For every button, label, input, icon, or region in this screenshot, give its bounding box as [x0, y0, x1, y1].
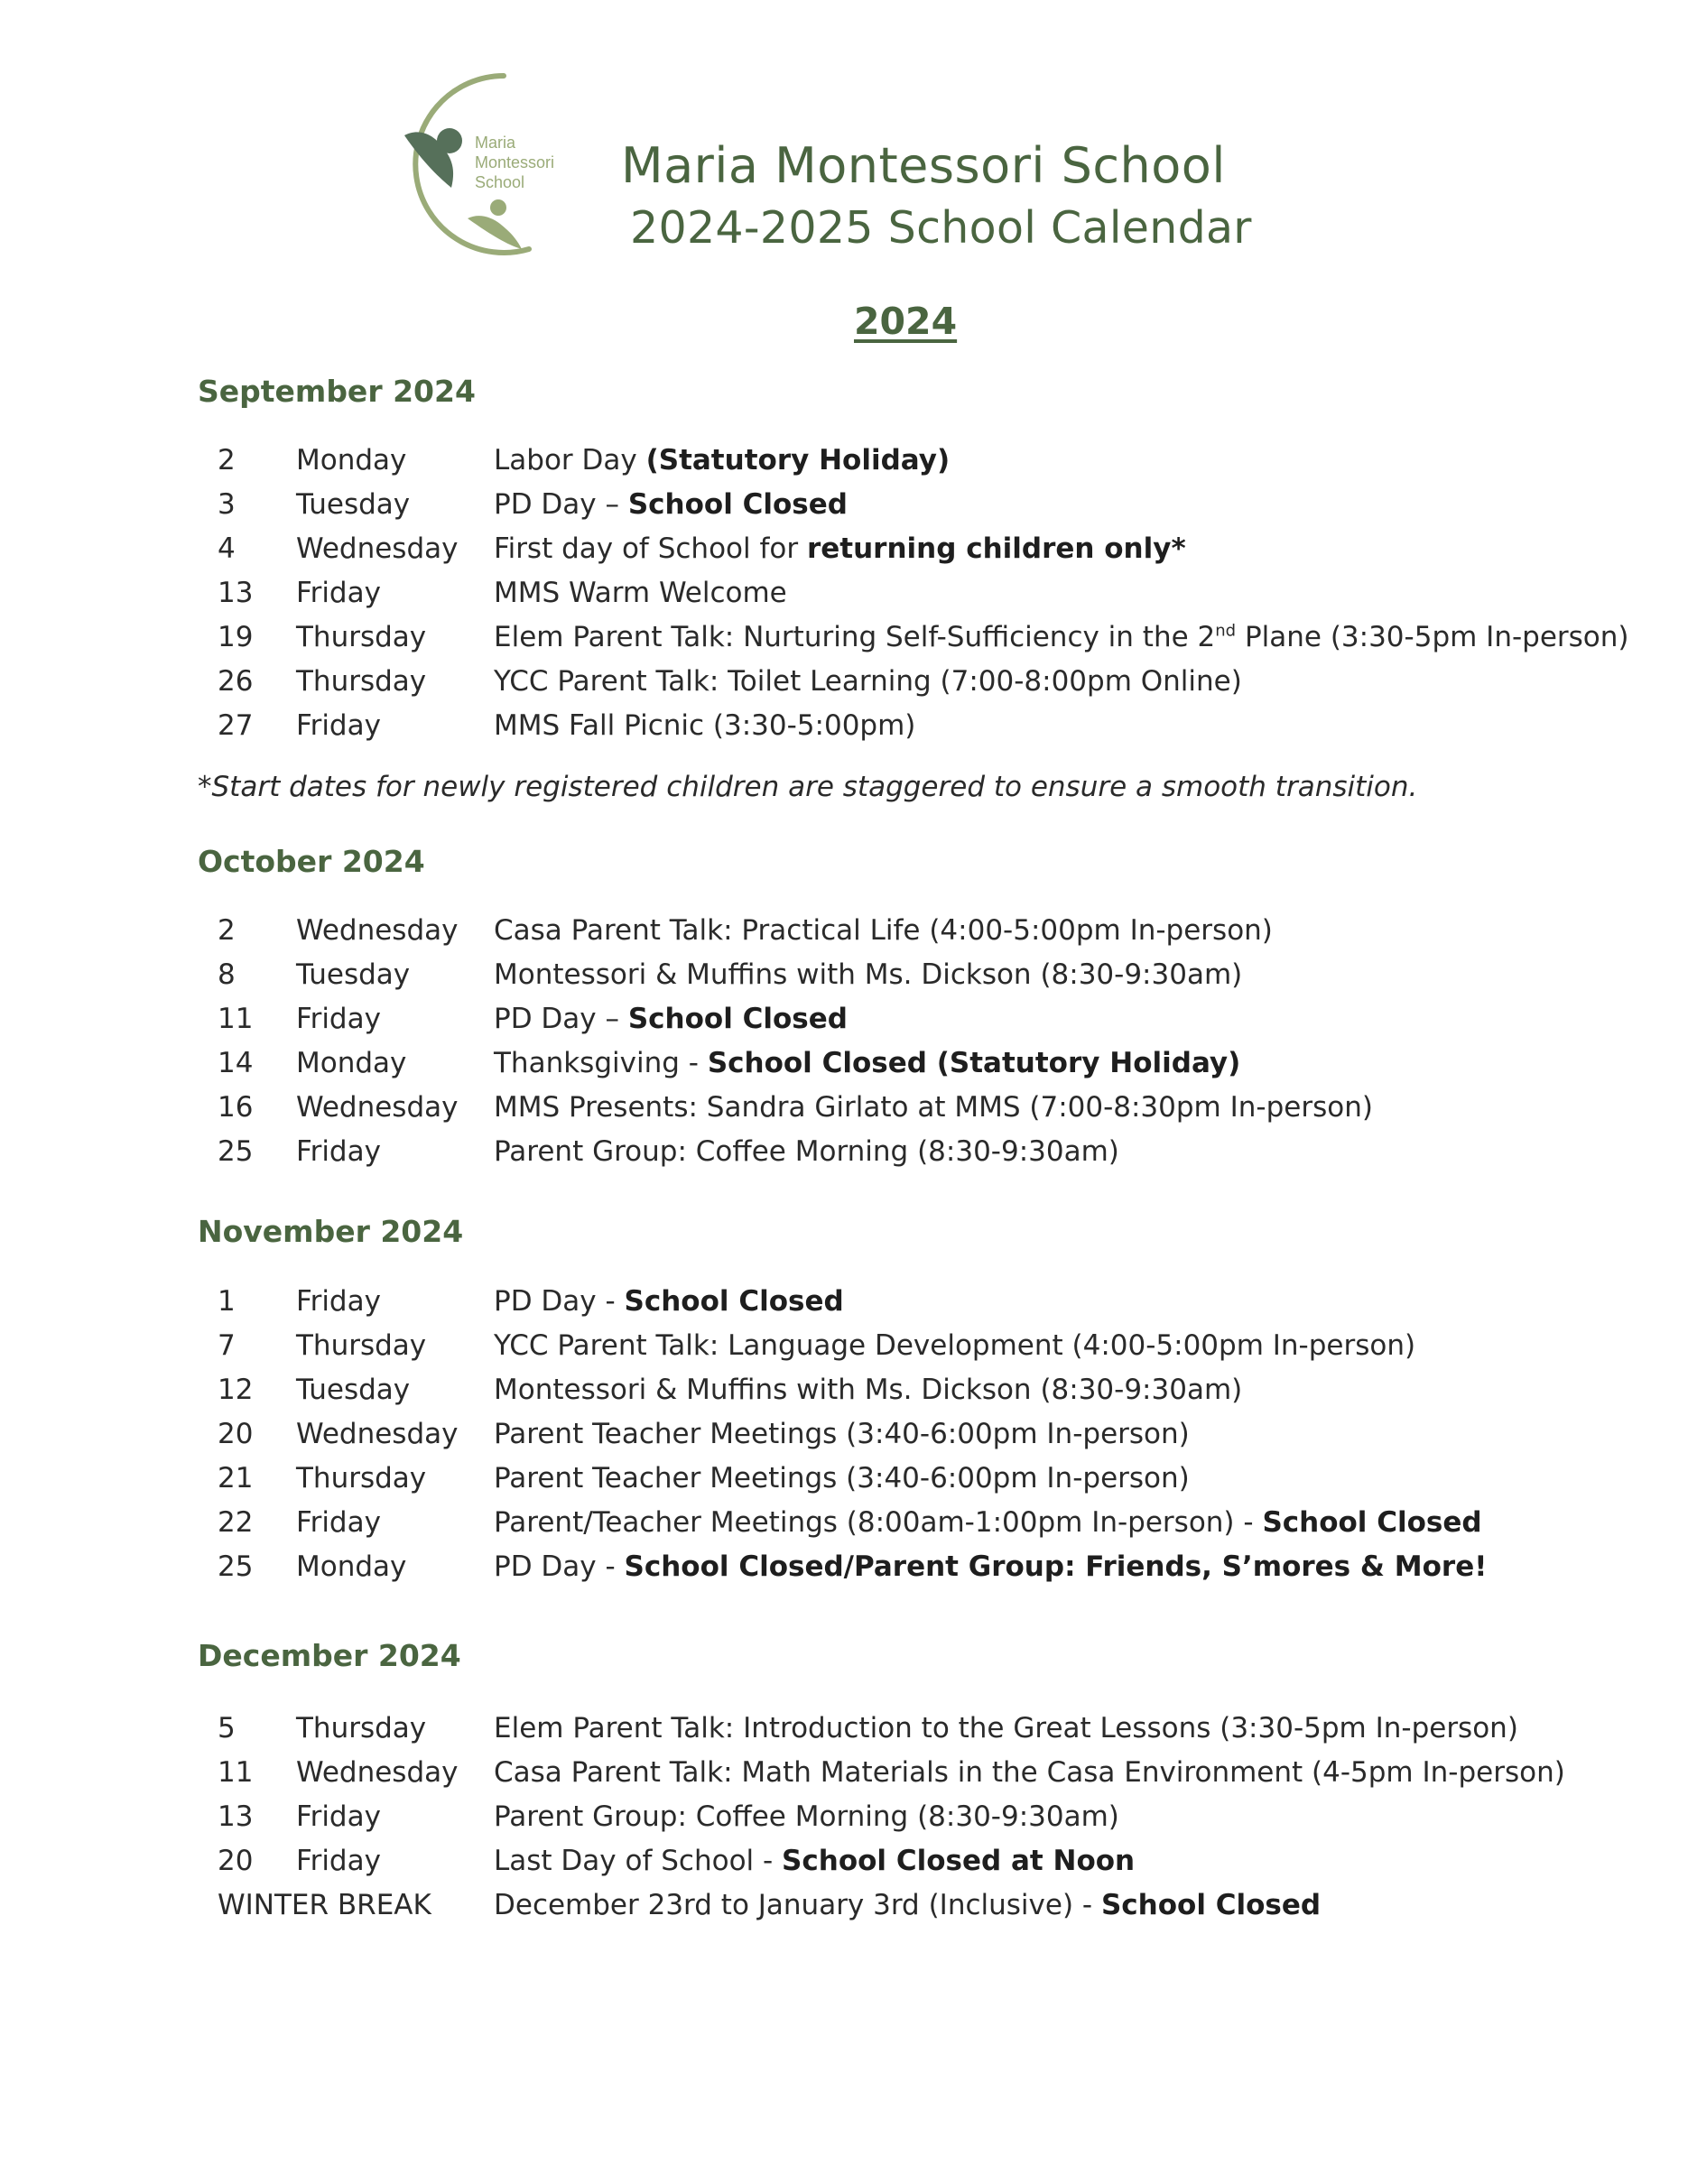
event-text: Casa Parent Talk: Math Materials in the Casa Environment (4-5pm In-person): [494, 1756, 1565, 1789]
event-description: [494, 914, 1273, 947]
event-text: MMS Warm Welcome: [494, 577, 787, 609]
event-weekday: Monday: [296, 1550, 407, 1583]
event-text: Plane (3:30-5pm In-person): [1236, 621, 1629, 653]
event-description: [494, 1418, 1190, 1450]
event-weekday: Friday: [296, 577, 381, 609]
event-description: [494, 1550, 1487, 1583]
event-weekday: Friday: [296, 1135, 381, 1168]
event-text: MMS Fall Picnic (3:30-5:00pm): [494, 709, 916, 742]
event-description: [494, 488, 848, 521]
event-day: 7: [218, 1329, 236, 1362]
event-day: 5: [218, 1712, 236, 1744]
event-day: 1: [218, 1285, 236, 1318]
winter-break-label: WINTER BREAK: [218, 1889, 431, 1921]
event-day: 4: [218, 532, 236, 565]
event-text: Thanksgiving -: [494, 1047, 708, 1079]
event-description: [494, 1462, 1190, 1495]
event-text: PD Day -: [494, 1550, 625, 1583]
event-day: 19: [218, 621, 254, 653]
event-description: [494, 1374, 1242, 1406]
event-text: Parent Teacher Meetings (3:40-6:00pm In-person): [494, 1418, 1190, 1450]
event-text: Montessori & Muffins with Ms. Dickson (8:30-9:30am): [494, 958, 1243, 991]
event-day: 20: [218, 1845, 254, 1877]
month-heading-september: September 2024: [198, 374, 476, 409]
event-day: 16: [218, 1091, 254, 1124]
event-text-superscript: nd: [1215, 621, 1237, 641]
event-text: Parent Teacher Meetings (3:40-6:00pm In-person): [494, 1462, 1190, 1495]
event-text-bold: School Closed: [1262, 1506, 1482, 1539]
month-heading-december: December 2024: [198, 1638, 461, 1673]
event-text: First day of School for: [494, 532, 807, 565]
event-description: [494, 1047, 1240, 1079]
event-day: 14: [218, 1047, 254, 1079]
event-weekday: Monday: [296, 1047, 407, 1079]
event-day: 11: [218, 1756, 254, 1789]
event-weekday: Thursday: [296, 1329, 427, 1362]
event-text: December 23rd to January 3rd (Inclusive) -: [494, 1889, 1101, 1921]
event-description: [494, 444, 950, 477]
event-day: 20: [218, 1418, 254, 1450]
event-description: [494, 1800, 1119, 1833]
event-weekday: Thursday: [296, 1462, 427, 1495]
event-description: [494, 1712, 1518, 1744]
event-weekday: Wednesday: [296, 1091, 459, 1124]
event-day: 8: [218, 958, 236, 991]
event-text: Parent Group: Coffee Morning (8:30-9:30am): [494, 1135, 1119, 1168]
event-text-bold: School Closed at Noon: [782, 1845, 1136, 1877]
month-heading-october: October 2024: [198, 844, 425, 879]
event-text-bold: (Statutory Holiday): [645, 444, 951, 477]
event-description: [494, 1506, 1482, 1539]
event-text-bold: School Closed/Parent Group: Friends, S’mores & More!: [624, 1550, 1488, 1583]
event-description: [494, 621, 1629, 653]
event-description: [494, 1756, 1565, 1789]
event-description: [494, 665, 1242, 698]
event-weekday: Friday: [296, 1003, 381, 1035]
event-text: Montessori & Muffins with Ms. Dickson (8:30-9:30am): [494, 1374, 1243, 1406]
year-heading: 2024: [854, 300, 958, 343]
event-text: PD Day –: [494, 488, 628, 521]
event-text: PD Day -: [494, 1285, 625, 1318]
event-day: 27: [218, 709, 254, 742]
event-day: 25: [218, 1550, 254, 1583]
event-description: [494, 1329, 1415, 1362]
event-weekday: Tuesday: [296, 958, 411, 991]
event-weekday: Friday: [296, 709, 381, 742]
event-text: MMS Presents: Sandra Girlato at MMS (7:00-8:30pm In-person): [494, 1091, 1373, 1124]
event-description: [494, 709, 915, 742]
event-weekday: Monday: [296, 444, 407, 477]
event-day: 21: [218, 1462, 254, 1495]
logo-text-line-1: Maria: [475, 134, 516, 152]
event-day: 26: [218, 665, 254, 698]
event-day: 3: [218, 488, 236, 521]
start-dates-note: *Start dates for newly registered children are staggered to ensure a smooth transition.: [198, 771, 1418, 803]
event-description: [494, 1845, 1135, 1877]
event-text: YCC Parent Talk: Toilet Learning (7:00-8:00pm Online): [494, 665, 1242, 698]
event-weekday: Thursday: [296, 1712, 427, 1744]
event-text: Parent Group: Coffee Morning (8:30-9:30am): [494, 1800, 1119, 1833]
event-weekday: Wednesday: [296, 1418, 459, 1450]
logo-text-line-2: Montessori: [475, 153, 555, 171]
event-weekday: Wednesday: [296, 914, 459, 947]
event-day: 11: [218, 1003, 254, 1035]
event-text-bold: returning children only*: [806, 532, 1186, 565]
event-weekday: Tuesday: [296, 1374, 411, 1406]
event-description: [494, 1135, 1119, 1168]
event-day: 22: [218, 1506, 254, 1539]
event-text-bold: School Closed (Statutory Holiday): [707, 1047, 1241, 1079]
event-weekday: Wednesday: [296, 532, 459, 565]
event-text: Elem Parent Talk: Nurturing Self-Sufficiency in the 2: [494, 621, 1216, 653]
event-weekday: Friday: [296, 1800, 381, 1833]
event-description: [494, 1003, 848, 1035]
event-weekday: Tuesday: [296, 488, 411, 521]
event-text-bold: School Closed: [624, 1285, 844, 1318]
logo-text-line-3: School: [475, 173, 525, 191]
event-description: [494, 958, 1242, 991]
event-weekday: Wednesday: [296, 1756, 459, 1789]
event-text-bold: School Closed: [627, 488, 848, 521]
event-day: 2: [218, 444, 236, 477]
event-day: 13: [218, 1800, 254, 1833]
event-day: 25: [218, 1135, 254, 1168]
calendar-title: 2024-2025 School Calendar: [630, 202, 1252, 254]
event-text: PD Day –: [494, 1003, 628, 1035]
event-description: [494, 532, 1186, 565]
event-text: Last Day of School -: [494, 1845, 783, 1877]
event-text: Casa Parent Talk: Practical Life (4:00-5:00pm In-person): [494, 914, 1273, 947]
event-description: [494, 1285, 844, 1318]
event-text: Labor Day: [494, 444, 646, 477]
event-text: Elem Parent Talk: Introduction to the Great Lessons (3:30-5pm In-person): [494, 1712, 1518, 1744]
event-description: [494, 1091, 1373, 1124]
event-day: 12: [218, 1374, 254, 1406]
month-heading-november: November 2024: [198, 1214, 464, 1249]
event-day: 13: [218, 577, 254, 609]
event-text: Parent/Teacher Meetings (8:00am-1:00pm In-person) -: [494, 1506, 1263, 1539]
event-day: 2: [218, 914, 236, 947]
event-weekday: Thursday: [296, 621, 427, 653]
school-name: Maria Montessori School: [621, 137, 1226, 194]
event-weekday: Friday: [296, 1285, 381, 1318]
event-description: [494, 577, 787, 609]
event-weekday: Friday: [296, 1845, 381, 1877]
event-weekday: Friday: [296, 1506, 381, 1539]
event-text-bold: School Closed: [1100, 1889, 1322, 1921]
event-text-bold: School Closed: [627, 1003, 848, 1035]
event-description: [494, 1889, 1321, 1921]
school-logo: [377, 72, 594, 257]
event-text: YCC Parent Talk: Language Development (4:00-5:00pm In-person): [494, 1329, 1416, 1362]
event-weekday: Thursday: [296, 665, 427, 698]
